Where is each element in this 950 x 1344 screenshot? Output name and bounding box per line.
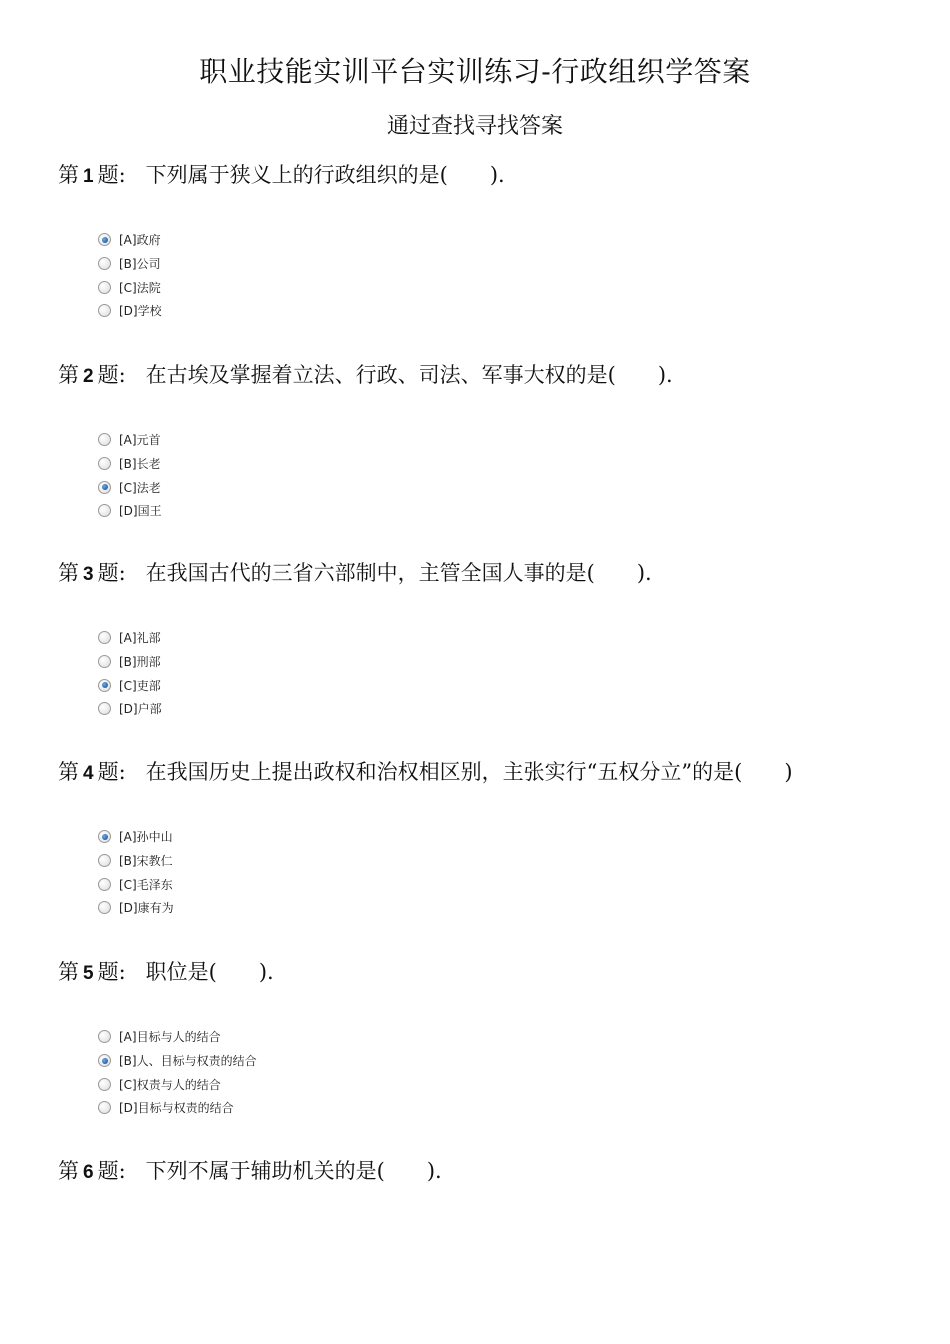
option-label: [D]户部 (119, 702, 162, 717)
radio-unchecked-icon[interactable] (98, 504, 111, 517)
question-5 (58, 957, 938, 1120)
document-subtitle: 通过查找寻找答案 (386, 114, 563, 139)
option-label: [B]宋教仁 (119, 854, 173, 869)
radio-unchecked-icon[interactable] (98, 702, 111, 715)
question-text: 在古埃及掌握着立法、行政、司法、军事大权的是( ). (145, 363, 673, 387)
radio-unchecked-icon[interactable] (98, 631, 111, 644)
option-list (98, 825, 938, 920)
answer-option[interactable] (98, 697, 938, 721)
answer-option[interactable] (98, 452, 938, 476)
radio-unchecked-icon[interactable] (98, 433, 111, 446)
question-suffix: 题: (97, 960, 126, 984)
answer-option[interactable] (98, 896, 938, 920)
question-prefix: 第 (58, 960, 79, 984)
answer-option[interactable] (98, 673, 938, 697)
option-label: [A]元首 (119, 433, 161, 448)
radio-checked-icon[interactable] (98, 1054, 111, 1067)
option-label: [A]孙中山 (119, 830, 173, 845)
radio-checked-icon[interactable] (98, 481, 111, 494)
radio-unchecked-icon[interactable] (98, 655, 111, 668)
question-prefix: 第 (58, 561, 79, 585)
question-number: 1 (83, 166, 94, 187)
option-label: [C]毛泽东 (119, 877, 173, 892)
radio-unchecked-icon[interactable] (98, 1078, 111, 1091)
option-label: [A]礼部 (119, 631, 161, 646)
radio-unchecked-icon[interactable] (98, 1030, 111, 1043)
question-number: 2 (83, 366, 94, 387)
question-line (58, 1156, 938, 1188)
answer-option[interactable] (98, 499, 938, 523)
option-label: [C]权责与人的结合 (119, 1077, 221, 1092)
radio-unchecked-icon[interactable] (98, 1101, 111, 1114)
option-list (98, 228, 938, 323)
answer-option[interactable] (98, 1096, 938, 1120)
question-2 (58, 360, 938, 523)
question-3 (58, 558, 938, 721)
question-text: 职位是( ). (145, 960, 274, 984)
answer-option[interactable] (98, 1025, 938, 1049)
question-text: 在我国古代的三省六部制中，主管全国人事的是( ). (145, 561, 652, 585)
radio-checked-icon[interactable] (98, 679, 111, 692)
question-suffix: 题: (97, 561, 126, 585)
radio-unchecked-icon[interactable] (98, 304, 111, 317)
answer-option[interactable] (98, 228, 938, 252)
answer-option[interactable] (98, 1049, 938, 1073)
answer-option[interactable] (98, 849, 938, 873)
question-suffix: 题: (97, 163, 126, 187)
answer-option[interactable] (98, 299, 938, 323)
option-label: [B]刑部 (119, 655, 161, 670)
option-label: [C]法老 (119, 480, 161, 495)
question-number: 5 (83, 963, 94, 984)
question-line (58, 160, 938, 192)
question-suffix: 题: (97, 760, 126, 784)
question-line (58, 360, 938, 392)
option-list (98, 626, 938, 721)
question-text: 下列不属于辅助机关的是( ). (145, 1159, 442, 1183)
option-list (98, 428, 938, 523)
option-label: [D]国王 (119, 504, 162, 519)
radio-unchecked-icon[interactable] (98, 901, 111, 914)
radio-unchecked-icon[interactable] (98, 457, 111, 470)
radio-unchecked-icon[interactable] (98, 281, 111, 294)
option-label: [B]人、目标与权责的结合 (119, 1054, 257, 1069)
question-suffix: 题: (97, 363, 126, 387)
answer-option[interactable] (98, 825, 938, 849)
option-label: [A]目标与人的结合 (119, 1030, 221, 1045)
radio-checked-icon[interactable] (98, 233, 111, 246)
answer-option[interactable] (98, 1072, 938, 1096)
question-text: 在我国历史上提出政权和治权相区别，主张实行“五权分立”的是( ) (145, 760, 793, 784)
option-label: [B]长老 (119, 457, 161, 472)
radio-unchecked-icon[interactable] (98, 257, 111, 270)
answer-option[interactable] (98, 872, 938, 896)
question-line (58, 558, 938, 590)
answer-option[interactable] (98, 275, 938, 299)
option-label: [D]康有为 (119, 901, 174, 916)
answer-option[interactable] (98, 475, 938, 499)
option-label: [C]法院 (119, 280, 161, 295)
question-6 (58, 1156, 938, 1188)
question-line (58, 757, 938, 789)
radio-unchecked-icon[interactable] (98, 878, 111, 891)
option-label: [D]目标与权责的结合 (119, 1101, 234, 1116)
question-prefix: 第 (58, 760, 79, 784)
option-label: [C]吏部 (119, 678, 161, 693)
question-text: 下列属于狭义上的行政组织的是( ). (145, 163, 505, 187)
question-number: 6 (83, 1162, 94, 1183)
answer-option[interactable] (98, 626, 938, 650)
radio-unchecked-icon[interactable] (98, 854, 111, 867)
question-number: 4 (83, 763, 94, 784)
option-label: [D]学校 (119, 304, 162, 319)
question-4 (58, 757, 938, 920)
question-number: 3 (83, 564, 94, 585)
option-list (98, 1025, 938, 1120)
question-prefix: 第 (58, 1159, 79, 1183)
answer-option[interactable] (98, 428, 938, 452)
question-prefix: 第 (58, 363, 79, 387)
question-suffix: 题: (97, 1159, 126, 1183)
question-1 (58, 160, 938, 323)
answer-option[interactable] (98, 252, 938, 276)
answer-option[interactable] (98, 650, 938, 674)
option-label: [A]政府 (119, 233, 161, 248)
question-prefix: 第 (58, 163, 79, 187)
document-title: 职业技能实训平台实训练习-行政组织学答案 (199, 55, 751, 88)
radio-checked-icon[interactable] (98, 830, 111, 843)
option-label: [B]公司 (119, 257, 161, 272)
question-line (58, 957, 938, 989)
